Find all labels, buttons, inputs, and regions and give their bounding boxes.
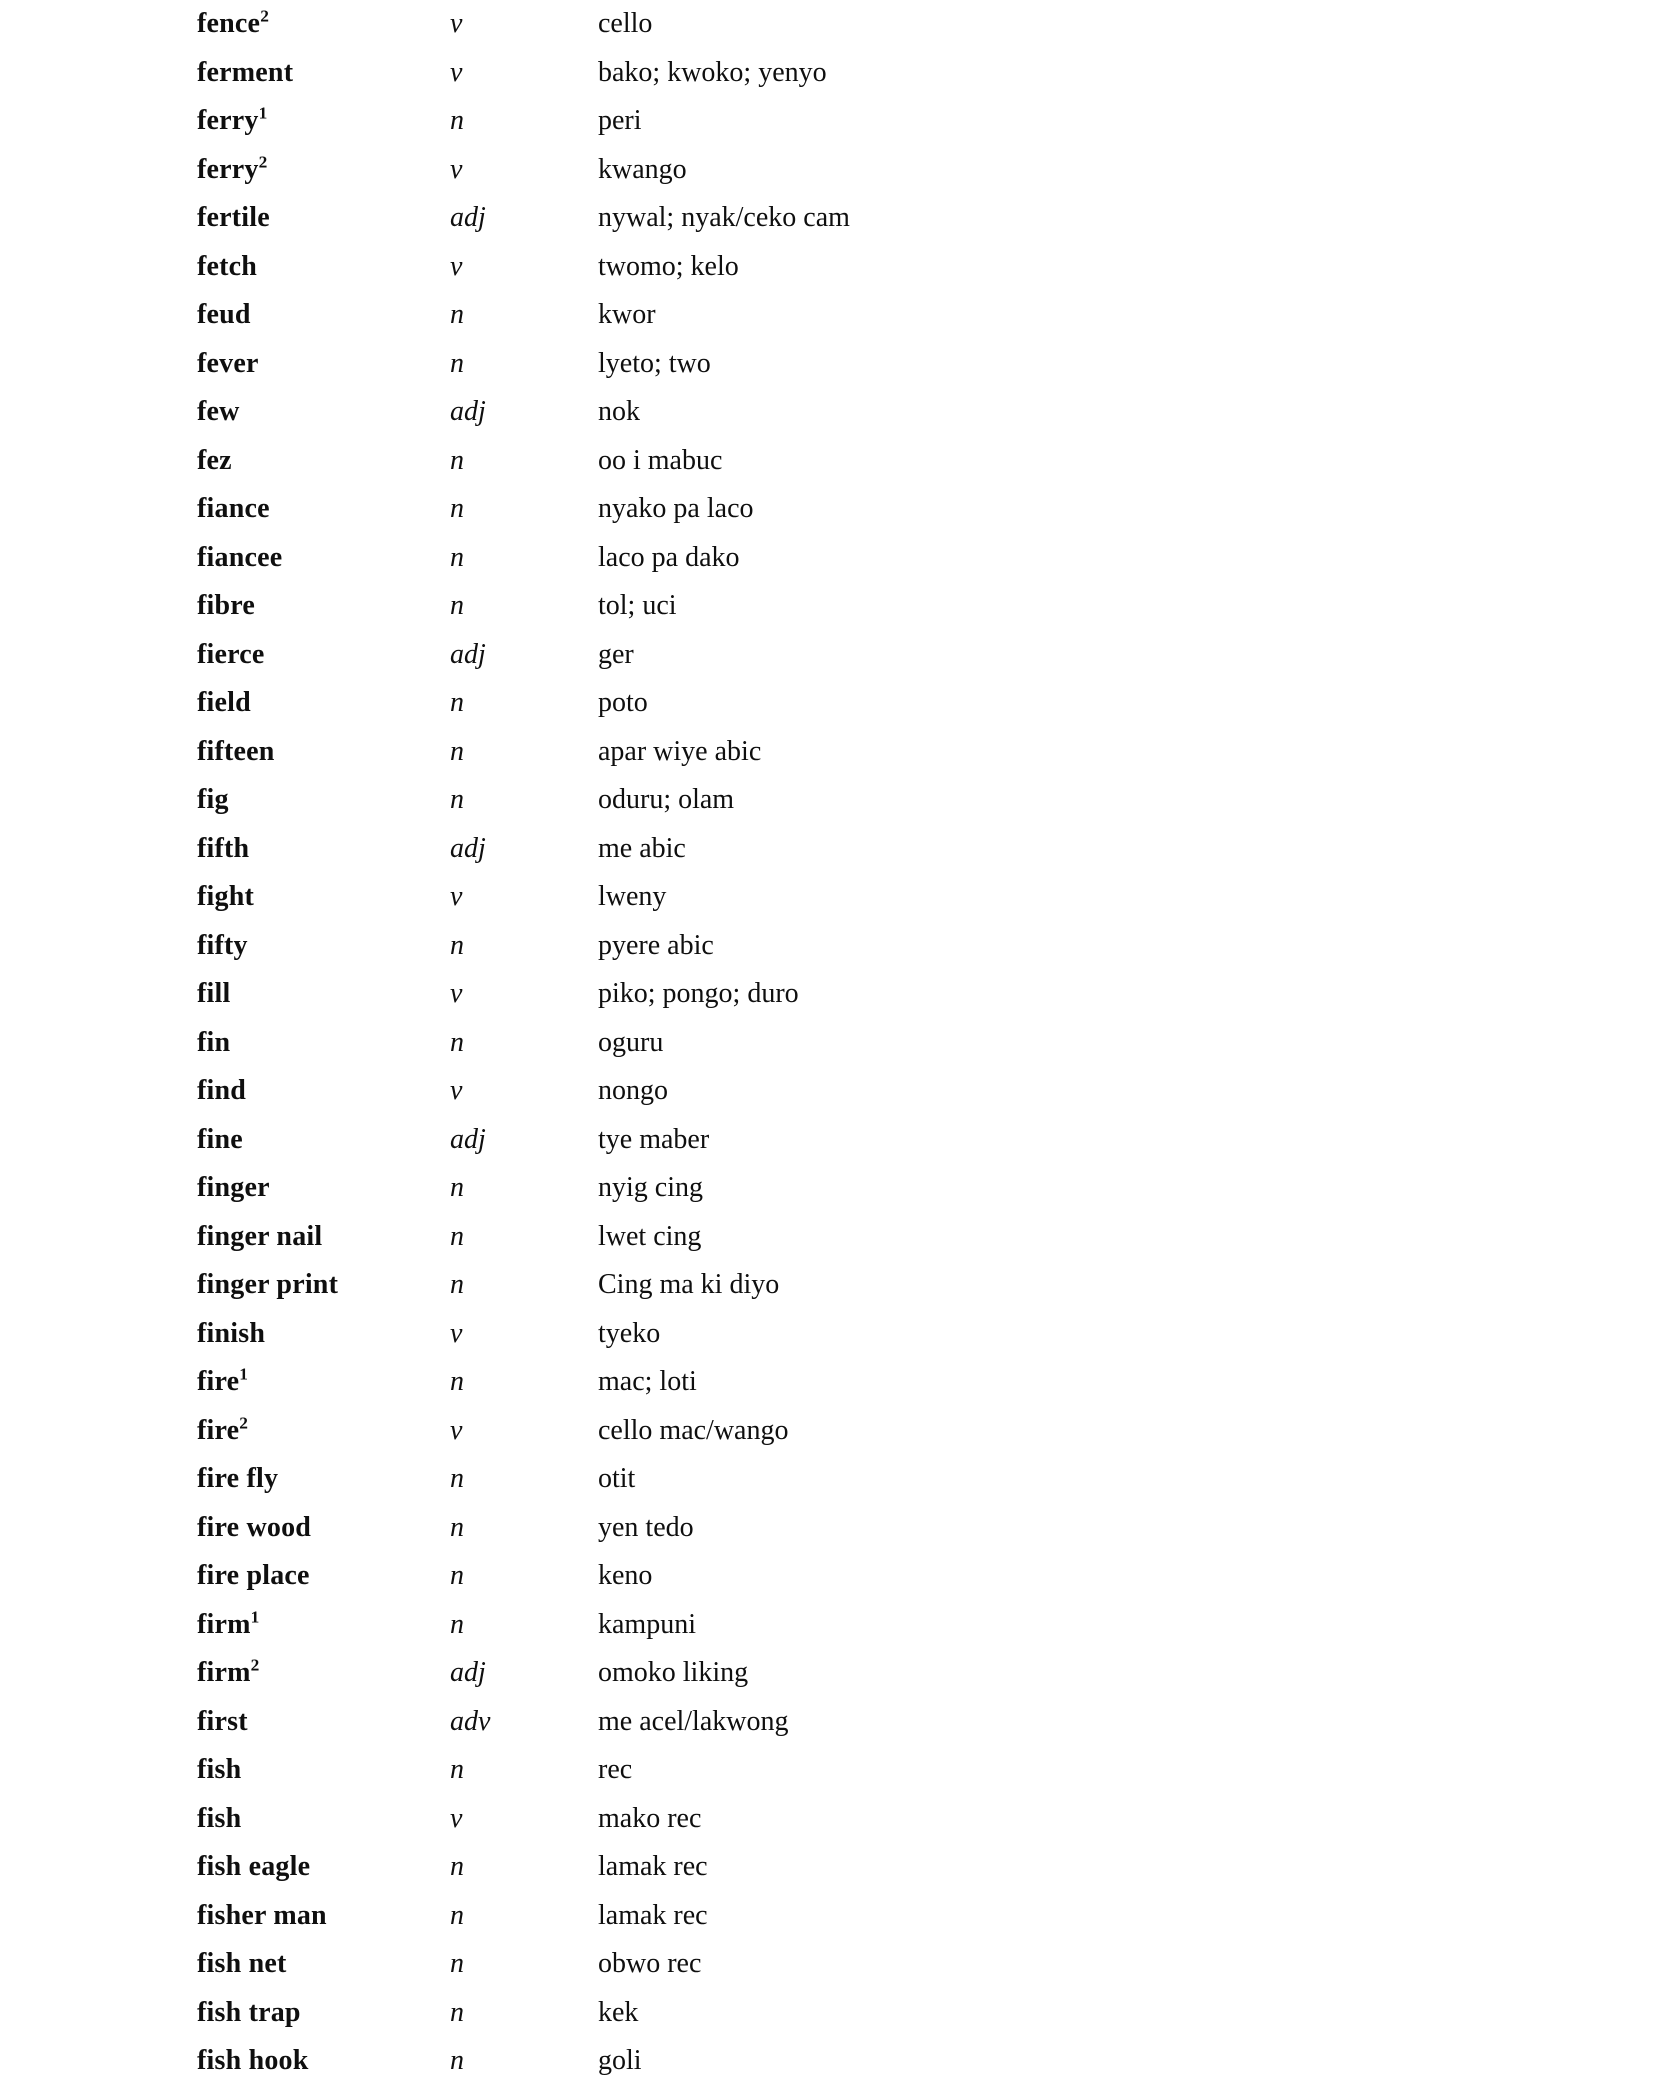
entry-translation: pyere abic	[598, 929, 714, 961]
entry-part-of-speech: n	[450, 784, 464, 816]
entry-part-of-speech: v	[450, 978, 463, 1010]
entry-word	[197, 1900, 450, 1932]
entry-word-text: field	[197, 687, 251, 719]
entry-word-text: fin	[197, 1026, 231, 1058]
dictionary-entry-row	[0, 97, 1654, 146]
entry-part-of-speech: n	[450, 1463, 464, 1495]
entry-word-text: finger nail	[197, 1220, 323, 1252]
entry-word	[197, 930, 450, 962]
entry-word-text: feud	[197, 299, 251, 331]
dictionary-entry-row	[0, 1989, 1654, 2038]
entry-part-of-speech: n	[450, 493, 464, 525]
dictionary-entry-row	[0, 1358, 1654, 1407]
entry-word-text: fish	[197, 1754, 242, 1786]
entry-part-of-speech: n	[450, 1172, 464, 1204]
entry-word-text: fire	[197, 1414, 240, 1446]
entry-translation: lamak rec	[598, 1851, 708, 1883]
entry-part-of-speech: n	[450, 1948, 464, 1980]
dictionary-entry-row	[0, 582, 1654, 631]
entry-word-text: fifty	[197, 929, 248, 961]
entry-word-text: fever	[197, 347, 259, 379]
entry-translation: poto	[598, 687, 648, 719]
entry-translation: piko; pongo; duro	[598, 978, 799, 1010]
entry-translation: keno	[598, 1560, 653, 1592]
dictionary-entry-row	[0, 1698, 1654, 1747]
entry-word	[197, 1124, 450, 1156]
entry-translation: nywal; nyak/ceko cam	[598, 202, 850, 234]
entry-word	[197, 590, 450, 622]
entry-word	[197, 202, 450, 234]
entry-word	[197, 542, 450, 574]
entry-word-text: fire wood	[197, 1511, 312, 1543]
entry-translation: kwango	[598, 153, 687, 185]
dictionary-entry-row	[0, 1019, 1654, 1068]
entry-translation: nyako pa laco	[598, 493, 754, 525]
entry-word-text: fierce	[197, 638, 265, 670]
entry-word	[197, 1803, 450, 1835]
entry-homonym-superscript: 1	[258, 103, 268, 123]
dictionary-entry-row	[0, 340, 1654, 389]
dictionary-entry-row	[0, 243, 1654, 292]
entry-translation: kek	[598, 1996, 639, 2028]
dictionary-entry-row	[0, 1261, 1654, 1310]
entry-word	[197, 299, 450, 331]
entry-part-of-speech: adv	[450, 1705, 491, 1737]
dictionary-entry-row	[0, 728, 1654, 777]
entry-part-of-speech: v	[450, 56, 463, 88]
dictionary-entry-row	[0, 49, 1654, 98]
entry-word	[197, 1221, 450, 1253]
dictionary-entry-row	[0, 291, 1654, 340]
dictionary-entry-row	[0, 194, 1654, 243]
entry-word	[197, 1948, 450, 1980]
entry-translation: lweny	[598, 881, 667, 913]
entry-part-of-speech: adj	[450, 638, 486, 670]
entry-word	[197, 251, 450, 283]
entry-word	[197, 1657, 450, 1689]
entry-translation: nok	[598, 396, 640, 428]
dictionary-entry-row	[0, 1116, 1654, 1165]
entry-part-of-speech: n	[450, 1608, 464, 1640]
entry-homonym-superscript: 2	[260, 6, 270, 26]
dictionary-entry-row	[0, 1310, 1654, 1359]
dictionary-entry-row	[0, 1601, 1654, 1650]
dictionary-entry-row	[0, 485, 1654, 534]
entry-word	[197, 1706, 450, 1738]
entry-translation: me abic	[598, 832, 686, 864]
entry-word-text: fire place	[197, 1560, 310, 1592]
dictionary-entry-row	[0, 534, 1654, 583]
entry-word	[197, 1512, 450, 1544]
entry-part-of-speech: n	[450, 347, 464, 379]
entry-part-of-speech: n	[450, 1754, 464, 1786]
entry-word	[197, 784, 450, 816]
entry-word	[197, 1027, 450, 1059]
entry-word	[197, 1560, 450, 1592]
entry-translation: mako rec	[598, 1802, 702, 1834]
entry-word-text: finger print	[197, 1269, 339, 1301]
dictionary-entry-row	[0, 0, 1654, 49]
dictionary-entry-row	[0, 1552, 1654, 1601]
entry-word-text: fifth	[197, 832, 250, 864]
dictionary-entry-row	[0, 388, 1654, 437]
entry-word	[197, 8, 450, 40]
entry-translation: laco pa dako	[598, 541, 740, 573]
entry-homonym-superscript: 1	[250, 1607, 260, 1627]
dictionary-entry-row	[0, 437, 1654, 486]
entry-part-of-speech: n	[450, 1511, 464, 1543]
entry-translation: lyeto; two	[598, 347, 711, 379]
entry-word-text: fisher man	[197, 1899, 327, 1931]
entry-part-of-speech: n	[450, 1220, 464, 1252]
entry-translation: cello	[598, 8, 653, 40]
entry-word-text: few	[197, 396, 240, 428]
entry-word	[197, 1754, 450, 1786]
entry-word-text: ferry	[197, 153, 259, 185]
entry-word-text: fire fly	[197, 1463, 279, 1495]
entry-translation: ger	[598, 638, 634, 670]
entry-word-text: fine	[197, 1123, 243, 1155]
entry-word	[197, 1851, 450, 1883]
entry-part-of-speech: n	[450, 299, 464, 331]
entry-word	[197, 1609, 450, 1641]
entry-part-of-speech: n	[450, 105, 464, 137]
entry-part-of-speech: n	[450, 1366, 464, 1398]
entry-homonym-superscript: 2	[250, 1655, 260, 1675]
entry-part-of-speech: n	[450, 541, 464, 573]
entry-translation: omoko liking	[598, 1657, 749, 1689]
entry-word	[197, 833, 450, 865]
entry-part-of-speech: v	[450, 1802, 463, 1834]
entry-translation: kwor	[598, 299, 656, 331]
entry-translation: apar wiye abic	[598, 735, 762, 767]
dictionary-entry-row	[0, 1407, 1654, 1456]
dictionary-entry-row	[0, 1504, 1654, 1553]
entry-part-of-speech: n	[450, 1899, 464, 1931]
entry-word	[197, 1366, 450, 1398]
entry-word-text: finish	[197, 1317, 266, 1349]
dictionary-entry-row	[0, 1455, 1654, 1504]
entry-word-text: fibre	[197, 590, 256, 622]
entry-part-of-speech: v	[450, 1414, 463, 1446]
entry-word-text: fertile	[197, 202, 270, 234]
entry-part-of-speech: v	[450, 8, 463, 40]
entry-translation: nyig cing	[598, 1172, 703, 1204]
entry-part-of-speech: n	[450, 444, 464, 476]
entry-part-of-speech: adj	[450, 1657, 486, 1689]
entry-word	[197, 1415, 450, 1447]
entry-word	[197, 348, 450, 380]
dictionary-entry-row	[0, 825, 1654, 874]
entry-word	[197, 2045, 450, 2077]
entry-part-of-speech: n	[450, 687, 464, 719]
entry-part-of-speech: v	[450, 1075, 463, 1107]
entry-part-of-speech: n	[450, 1269, 464, 1301]
entry-part-of-speech: adj	[450, 1123, 486, 1155]
entry-part-of-speech: n	[450, 1560, 464, 1592]
entry-translation: bako; kwoko; yenyo	[598, 56, 827, 88]
dictionary-entry-row	[0, 776, 1654, 825]
entry-translation: cello mac/wango	[598, 1414, 789, 1446]
entry-translation: goli	[598, 2045, 642, 2077]
dictionary-entry-row	[0, 1649, 1654, 1698]
entry-translation: tol; uci	[598, 590, 677, 622]
entry-word	[197, 978, 450, 1010]
entry-word-text: find	[197, 1075, 247, 1107]
dictionary-entry-row	[0, 970, 1654, 1019]
entry-part-of-speech: v	[450, 881, 463, 913]
entry-word	[197, 1172, 450, 1204]
entry-word-text: fish hook	[197, 2045, 309, 2077]
dictionary-entry-row	[0, 1892, 1654, 1941]
entry-homonym-superscript: 1	[239, 1364, 249, 1384]
dictionary-entry-row	[0, 1843, 1654, 1892]
entry-word-text: fence	[197, 8, 261, 40]
entry-translation: mac; loti	[598, 1366, 697, 1398]
entry-word	[197, 736, 450, 768]
entry-word	[197, 1997, 450, 2029]
entry-part-of-speech: v	[450, 250, 463, 282]
entry-translation: yen tedo	[598, 1511, 694, 1543]
entry-part-of-speech: n	[450, 735, 464, 767]
entry-translation: obwo rec	[598, 1948, 702, 1980]
entry-word-text: ferry	[197, 105, 259, 137]
entry-word-text: fetch	[197, 250, 258, 282]
entry-word	[197, 1075, 450, 1107]
entry-translation: rec	[598, 1754, 633, 1786]
entry-translation: Cing ma ki diyo	[598, 1269, 780, 1301]
entry-word	[197, 154, 450, 186]
entry-word	[197, 57, 450, 89]
entry-word	[197, 396, 450, 428]
entry-word	[197, 445, 450, 477]
dictionary-entry-row	[0, 1746, 1654, 1795]
entry-word	[197, 881, 450, 913]
entry-translation: kampuni	[598, 1608, 696, 1640]
entry-translation: twomo; kelo	[598, 250, 739, 282]
dictionary-entry-row	[0, 1213, 1654, 1262]
entry-part-of-speech: n	[450, 2045, 464, 2077]
dictionary-entry-row	[0, 1164, 1654, 1213]
entry-word	[197, 639, 450, 671]
entry-part-of-speech: n	[450, 1851, 464, 1883]
dictionary-entry-row	[0, 1940, 1654, 1989]
entry-word-text: fez	[197, 444, 232, 476]
entry-word-text: fiancee	[197, 541, 283, 573]
entry-word	[197, 687, 450, 719]
entry-word-text: fill	[197, 978, 231, 1010]
entry-word	[197, 493, 450, 525]
entry-translation: peri	[598, 105, 642, 137]
entry-word-text: finger	[197, 1172, 270, 1204]
entry-translation: lamak rec	[598, 1899, 708, 1931]
dictionary-entry-row	[0, 873, 1654, 922]
entry-part-of-speech: adj	[450, 396, 486, 428]
entry-word-text: fish eagle	[197, 1851, 311, 1883]
entry-translation: oo i mabuc	[598, 444, 723, 476]
entry-word-text: fight	[197, 881, 254, 913]
entry-word-text: fig	[197, 784, 229, 816]
entry-word-text: fish net	[197, 1948, 287, 1980]
entry-word	[197, 1463, 450, 1495]
entry-word-text: fiance	[197, 493, 270, 525]
entry-word-text: ferment	[197, 56, 294, 88]
entry-translation: nongo	[598, 1075, 668, 1107]
entry-part-of-speech: n	[450, 1996, 464, 2028]
entry-homonym-superscript: 2	[239, 1413, 249, 1433]
dictionary-entry-row	[0, 146, 1654, 195]
entry-translation: oguru	[598, 1026, 664, 1058]
entry-word-text: fifteen	[197, 735, 275, 767]
entry-word-text: firm	[197, 1657, 251, 1689]
entry-word-text: firm	[197, 1608, 251, 1640]
entry-homonym-superscript: 2	[258, 152, 268, 172]
entry-translation: lwet cing	[598, 1220, 702, 1252]
entry-word-text: fish trap	[197, 1996, 301, 2028]
entry-word	[197, 1269, 450, 1301]
entry-translation: me acel/lakwong	[598, 1705, 789, 1737]
entry-word	[197, 1318, 450, 1350]
entry-translation: tyeko	[598, 1317, 661, 1349]
entry-part-of-speech: adj	[450, 832, 486, 864]
entry-part-of-speech: adj	[450, 202, 486, 234]
dictionary-entry-row	[0, 679, 1654, 728]
entry-part-of-speech: v	[450, 1317, 463, 1349]
entry-part-of-speech: n	[450, 590, 464, 622]
entry-translation: otit	[598, 1463, 636, 1495]
entry-part-of-speech: n	[450, 1026, 464, 1058]
entry-word-text: fire	[197, 1366, 240, 1398]
dictionary-entry-row	[0, 2037, 1654, 2086]
entry-part-of-speech: n	[450, 929, 464, 961]
entry-word	[197, 105, 450, 137]
entry-translation: oduru; olam	[598, 784, 735, 816]
dictionary-entry-row	[0, 1795, 1654, 1844]
dictionary-entry-row	[0, 922, 1654, 971]
entry-translation: tye maber	[598, 1123, 710, 1155]
entry-word-text: first	[197, 1705, 248, 1737]
dictionary-entry-row	[0, 1067, 1654, 1116]
entry-word-text: fish	[197, 1802, 242, 1834]
entry-part-of-speech: v	[450, 153, 463, 185]
dictionary-entry-row	[0, 631, 1654, 680]
